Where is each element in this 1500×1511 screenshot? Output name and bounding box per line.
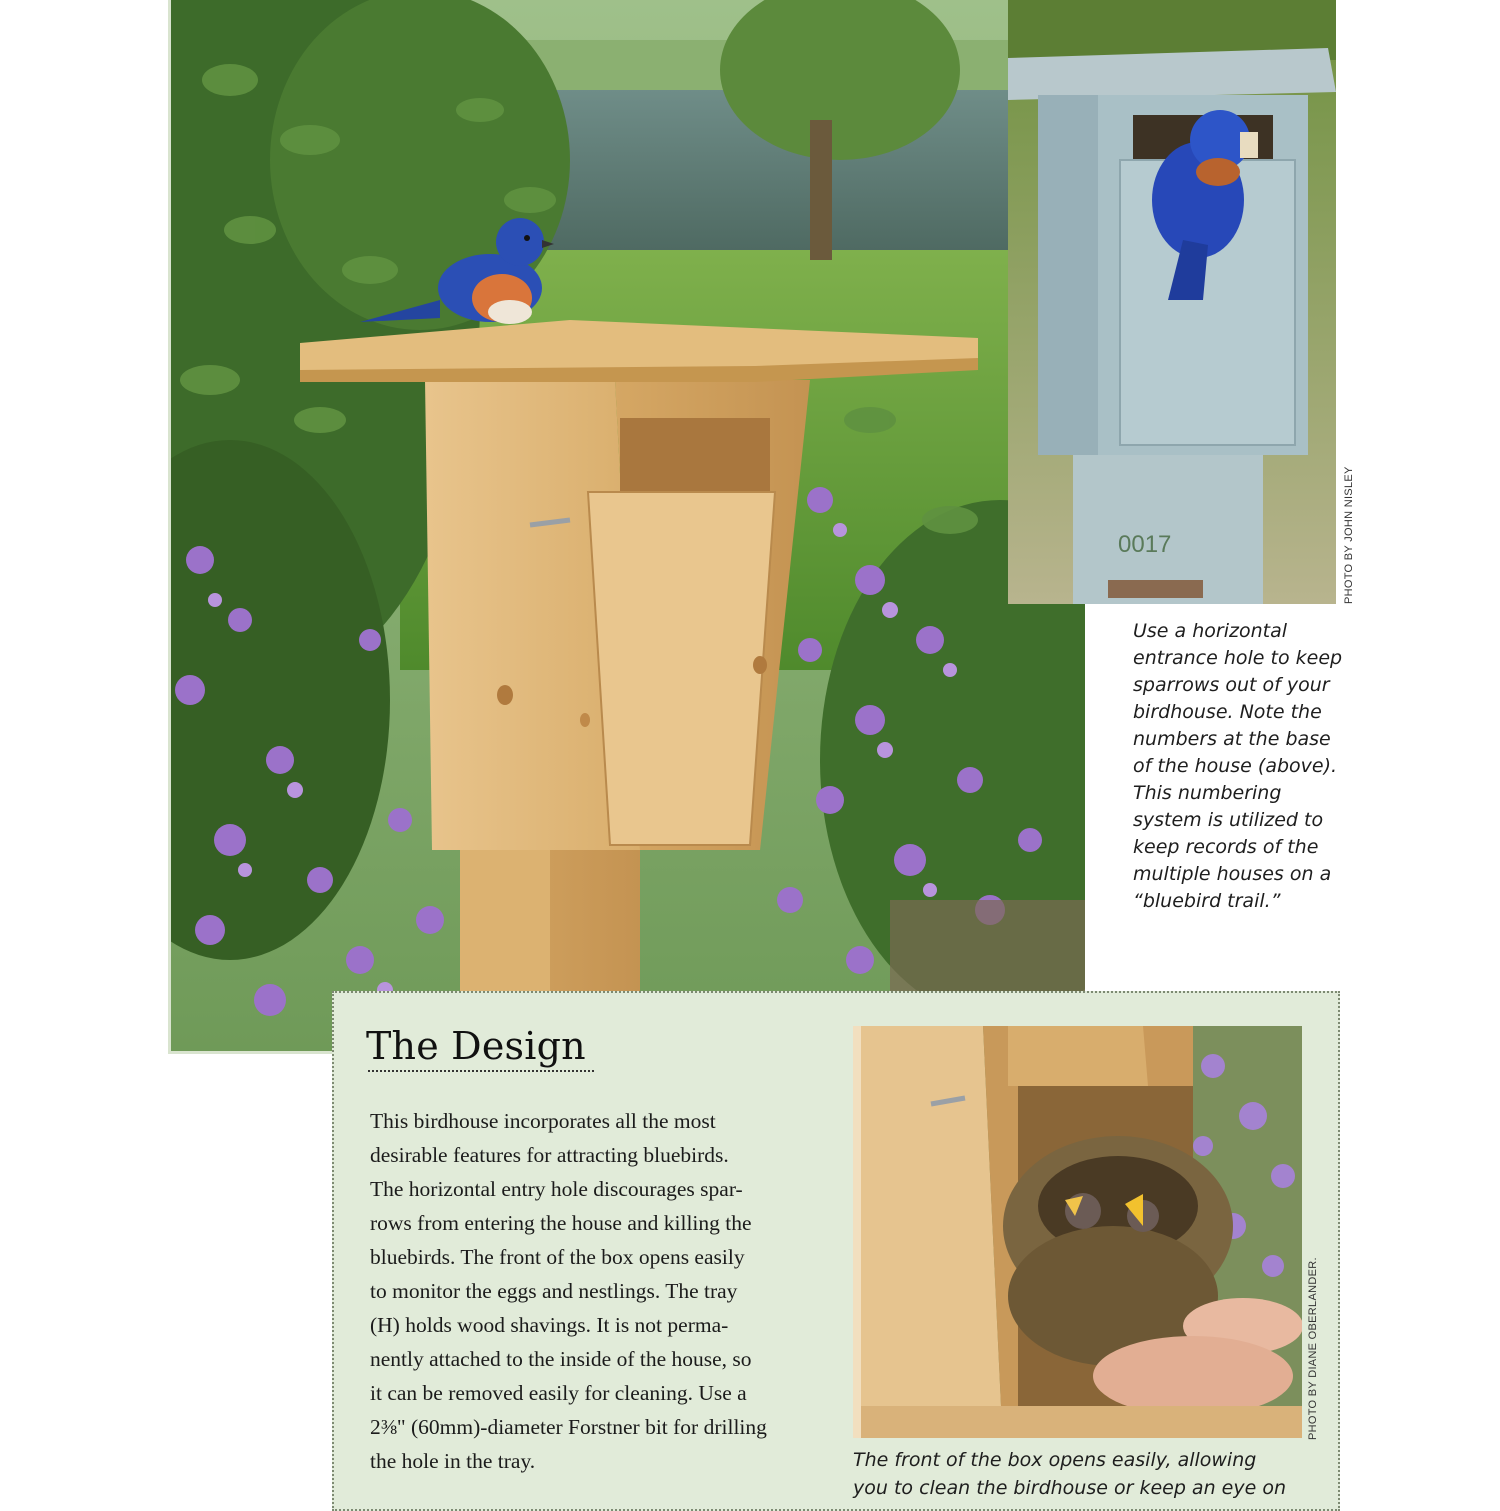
garden-birdhouse-illustration <box>170 0 1085 1052</box>
nest-photo <box>853 1026 1302 1438</box>
design-body-text <box>370 1104 830 1478</box>
nest-in-birdhouse-illustration <box>853 1026 1302 1438</box>
body-line: This birdhouse incorporates all the most <box>370 1109 716 1133</box>
body-line: 2⅜" (60mm)-diameter Forstner bit for drilling <box>370 1415 767 1439</box>
caption-horizontal-entrance: Use a horizontal entrance hole to keep sparrows out of your birdhouse. Note the numbers at the base of the house (above). This numbering system is utilized to keep records of the multiple houses on a “bluebird trail.” <box>1133 620 1343 912</box>
title-underline <box>368 1070 594 1072</box>
body-line: The horizontal entry hole discourages spar- <box>370 1177 743 1201</box>
inset-bluebird-photo <box>1008 0 1336 604</box>
caption-line: The front of the box opens easily, allowing <box>853 1449 1257 1471</box>
bluebird-at-entrance-illustration <box>1008 0 1336 604</box>
body-line: (H) holds wood shavings. It is not perma- <box>370 1313 729 1337</box>
body-line: bluebirds. The front of the box opens easily <box>370 1245 745 1269</box>
body-line: to monitor the eggs and nestlings. The tray <box>370 1279 738 1303</box>
body-line: the hole in the tray. <box>370 1449 536 1473</box>
house-number: 0017 <box>1118 531 1172 558</box>
body-line: nently attached to the inside of the house, so <box>370 1347 752 1371</box>
main-birdhouse-photo <box>170 0 1085 1052</box>
caption-front-opens <box>853 1446 1323 1502</box>
body-line: it can be removed easily for cleaning. Use a <box>370 1381 747 1405</box>
caption-line: you to clean the birdhouse or keep an eye on <box>853 1477 1286 1499</box>
photo-credit-nest: PHOTO BY DIANE OBERLANDER. <box>1307 1257 1319 1440</box>
body-line: rows from entering the house and killing the <box>370 1211 752 1235</box>
section-title: The Design <box>366 1024 586 1068</box>
photo-credit-top: PHOTO BY JOHN NISLEY <box>1343 466 1355 604</box>
body-line: desirable features for attracting bluebirds. <box>370 1143 729 1167</box>
